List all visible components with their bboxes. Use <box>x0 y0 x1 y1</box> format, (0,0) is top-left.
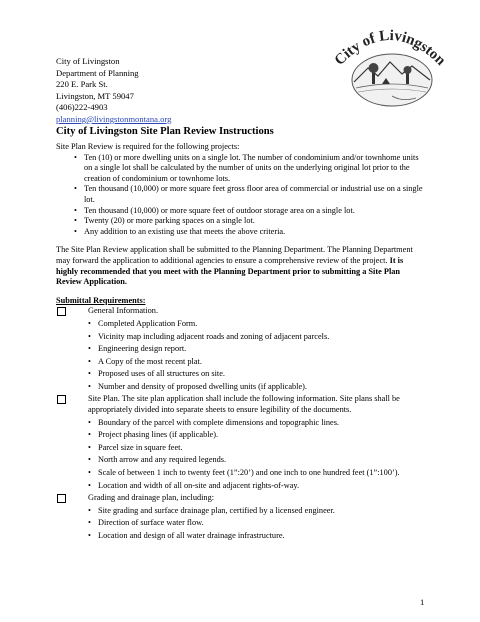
submit-text: The Site Plan Review application shall be submitted to the Planning Department. The Planning Department may forward the application to additional agencies to ensure a comprehensive review of the project. <box>56 245 413 265</box>
project-item: • Any addition to an existing use that meets the above criteria. <box>74 227 426 238</box>
list-item: • Site grading and surface drainage plan, certified by a licensed engineer. <box>88 506 426 517</box>
project-item: • Ten thousand (10,000) or more square feet gross floor area of commercial or industrial use on a single lot. <box>74 184 426 205</box>
grading-items <box>56 506 426 542</box>
checkbox-grading[interactable] <box>57 494 66 503</box>
list-item: • Location and design of all water drainage infrastructure. <box>88 531 426 542</box>
section-label: Grading and drainage plan, including: <box>88 493 215 503</box>
list-item: • Completed Application Form. <box>88 319 426 330</box>
intro-text: Site Plan Review is required for the following projects: <box>56 142 240 151</box>
checkbox-general[interactable] <box>57 307 66 316</box>
requirement-section-site-plan <box>56 394 426 415</box>
project-item: • Ten (10) or more dwelling units on a single lot. The number of condominium and/or townhome units on a single lot shall be calculated by the number of units on the underlying original lot prior to the creation of condominium or townhome lots. <box>74 153 426 185</box>
address-block <box>56 56 171 126</box>
requirement-section-grading <box>56 493 426 504</box>
address-line: 220 E. Park St. <box>56 79 108 90</box>
project-list <box>56 153 426 238</box>
list-item: • Vicinity map including adjacent roads and zoning of adjacent parcels. <box>88 332 426 343</box>
general-items <box>56 319 426 393</box>
page-number: 1 <box>420 597 425 607</box>
site-plan-items <box>56 418 426 492</box>
project-item: • Twenty (20) or more parking spaces on a single lot. <box>74 216 426 227</box>
requirements-heading: Submittal Requirements: <box>56 295 146 305</box>
list-item: • Parcel size in square feet. <box>88 443 426 454</box>
phone-number: (406)222-4903 <box>56 102 108 113</box>
svg-text:City of Livingston: City of Livingston <box>332 27 448 69</box>
document-body <box>56 142 426 544</box>
address-line: Livingston, MT 59047 <box>56 90 134 101</box>
list-item: • Direction of surface water flow. <box>88 518 426 529</box>
requirement-section-general <box>56 306 426 317</box>
list-item: • Proposed uses of all structures on site. <box>88 369 426 380</box>
list-item: • A Copy of the most recent plat. <box>88 357 426 368</box>
checkbox-site-plan[interactable] <box>57 395 66 404</box>
email-link[interactable]: planning@livingstonmontana.org <box>56 113 172 124</box>
list-item: • North arrow and any required legends. <box>88 455 426 466</box>
city-seal-logo <box>332 18 448 114</box>
list-item: • Boundary of the parcel with complete dimensions and topographic lines. <box>88 418 426 429</box>
address-line: City of Livingston <box>56 56 120 66</box>
list-item: • Number and density of proposed dwelling units (if applicable). <box>88 382 426 393</box>
list-item: • Location and width of all on-site and adjacent rights-of-way. <box>88 481 426 492</box>
list-item: • Scale of between 1 inch to twenty feet (1”:20’) and one inch to one hundred feet (1”:100’). <box>88 468 426 479</box>
address-line: Department of Planning <box>56 67 139 78</box>
section-label: General Information. <box>88 306 159 316</box>
list-item: • Project phasing lines (if applicable). <box>88 430 426 441</box>
document-title: City of Livingston Site Plan Review Instructions <box>56 126 274 137</box>
list-item: • Engineering design report. <box>88 344 426 355</box>
submit-paragraph <box>56 245 426 287</box>
submit-recommendation: It is highly recommended that you meet with the Planning Department prior to submitting a Site Plan Review Application. <box>56 255 404 287</box>
section-label: Site Plan. The site plan application shall include the following information. Site plans shall be appropriately divided into separate sheets to ensure legibility of the documents. <box>88 394 400 415</box>
project-item: • Ten thousand (10,000) or more square feet of outdoor storage area on a single lot. <box>74 206 426 217</box>
